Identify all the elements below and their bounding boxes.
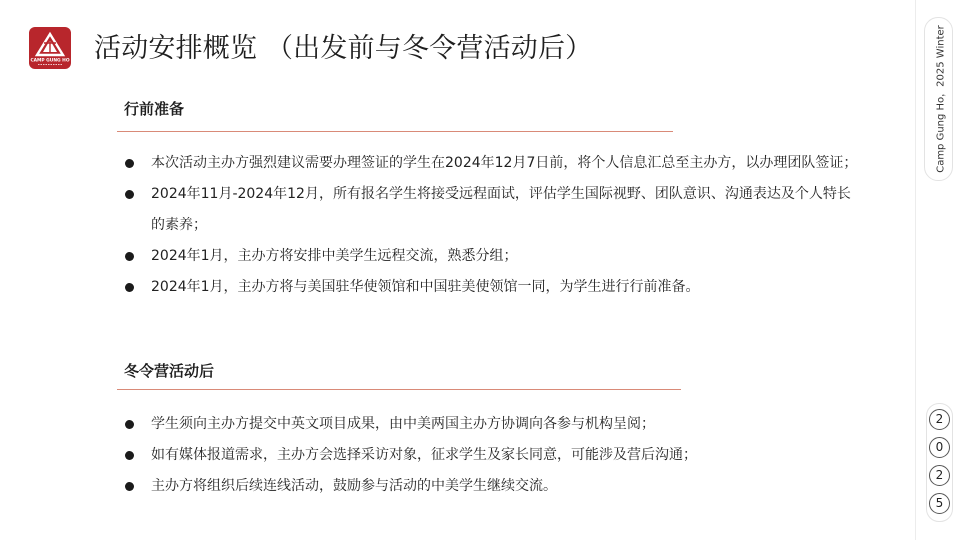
camp-logo-graphic — [29, 27, 71, 69]
year-digit: 2 — [929, 409, 950, 430]
list-item — [124, 471, 864, 502]
bullet-icon — [125, 159, 134, 168]
bullet-icon — [125, 451, 134, 460]
after-camp-list — [124, 409, 864, 502]
list-item-text: 主办方将组织后续连线活动，鼓励参与活动的中美学生继续交流。 — [151, 478, 557, 494]
year-digit: 0 — [929, 437, 950, 458]
bullet-icon — [125, 283, 134, 292]
side-caption-pill — [924, 17, 953, 181]
logo-text: CAMP GUNG HO — [30, 58, 70, 64]
section-heading-after-camp: 冬令营活动后 — [124, 362, 215, 380]
year-pill — [926, 403, 953, 522]
list-item-text: 2024年1月，主办方将安排中美学生远程交流，熟悉分组； — [151, 248, 518, 264]
list-item-text: 2024年1月，主办方将与美国驻华使领馆和中国驻美使领馆一同，为学生进行行前准备。 — [151, 279, 700, 295]
list-item — [124, 241, 864, 272]
list-item-text: 学生须向主办方提交中英文项目成果，由中美两国主办方协调向各参与机构呈阅； — [151, 416, 655, 432]
list-item — [124, 179, 864, 241]
bullet-icon — [125, 190, 134, 199]
list-item — [124, 409, 864, 440]
bullet-icon — [125, 482, 134, 491]
section-divider — [117, 131, 673, 132]
bullet-icon — [125, 252, 134, 261]
side-caption: Camp Gung Ho，2025 Winter — [935, 25, 946, 173]
list-item — [124, 440, 864, 471]
section-divider — [117, 389, 681, 390]
list-item-text: 2024年11月-2024年12月，所有报名学生将接受远程面试，评估学生国际视野、团队意识、沟通表达及个人特长的素养； — [151, 186, 851, 233]
side-panel — [915, 0, 960, 540]
page-title: 活动安排概览 （出发前与冬令营活动后） — [94, 33, 593, 64]
year-digit: 2 — [929, 465, 950, 486]
section-heading-preparation: 行前准备 — [124, 100, 185, 118]
list-item — [124, 272, 864, 303]
bullet-icon — [125, 420, 134, 429]
list-item — [124, 148, 864, 179]
preparation-list — [124, 148, 864, 303]
camp-logo-icon — [29, 27, 71, 69]
list-item-text: 如有媒体报道需求，主办方会选择采访对象，征求学生及家长同意，可能涉及营后沟通； — [151, 447, 697, 463]
year-digit: 5 — [929, 493, 950, 514]
list-item-text: 本次活动主办方强烈建议需要办理签证的学生在2024年12月7日前，将个人信息汇总至主办方，以办理团队签证； — [151, 155, 858, 171]
